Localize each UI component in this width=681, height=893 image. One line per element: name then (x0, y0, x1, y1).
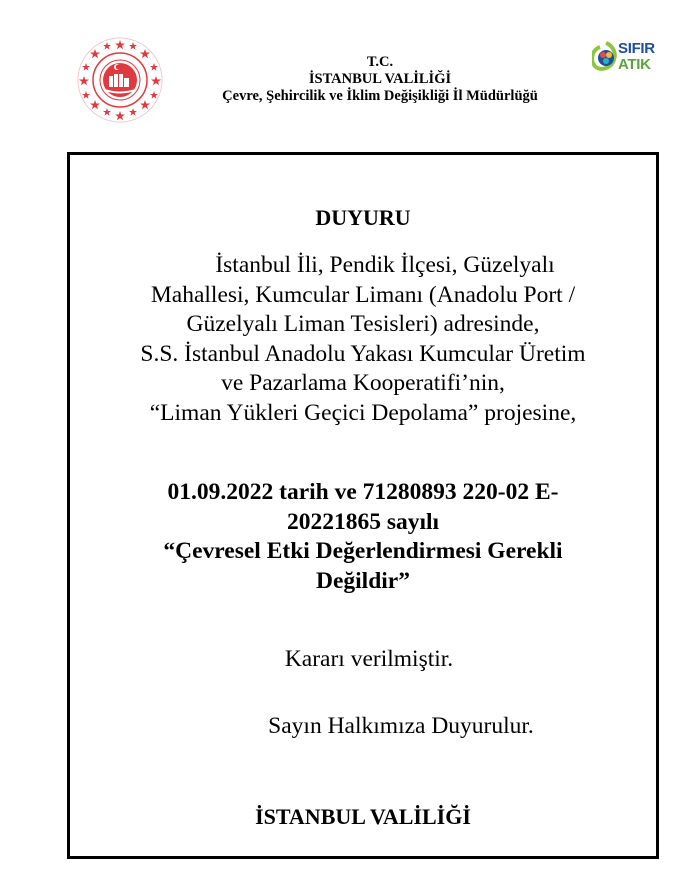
body-line: İstanbul İli, Pendik İlçesi, Güzelyalı (215, 252, 555, 278)
body-line: Mahallesi, Kumcular Limanı (Anadolu Port / (150, 281, 576, 308)
decision-line: Değildir” (316, 567, 410, 594)
decision-line: 20221865 sayılı (286, 508, 440, 535)
zero-waste-logo (592, 36, 654, 88)
body-line: Güzelyalı Liman Tesisleri) adresinde, (186, 311, 540, 337)
zero-waste-icon (592, 40, 620, 80)
document-header (0, 0, 681, 140)
decision-block (70, 478, 656, 596)
decision-line: 01.09.2022 tarih ve 71280893 220-02 E- (167, 479, 559, 505)
decision-result: Kararı verilmiştir. (284, 646, 454, 672)
header-line-directorate: Çevre, Şehircilik ve İklim Değişikliği İl Müdürlüğü (222, 88, 538, 104)
signature: İSTANBUL VALİLİĞİ (255, 804, 471, 829)
header-title-block (180, 54, 580, 105)
header-line-governorship: İSTANBUL VALİLİĞİ (308, 71, 452, 87)
sifir-word: SIFIR (618, 40, 655, 57)
announcement-box (67, 152, 659, 859)
announcement-content (70, 155, 656, 856)
body-line: S.S. İstanbul Anadolu Yakası Kumcular Üretim (140, 340, 586, 367)
atik-word: ATIK (618, 56, 651, 73)
ministry-emblem-icon (76, 36, 164, 124)
header-line-tc: T.C. (366, 54, 394, 70)
public-announcement: Sayın Halkımıza Duyurulur. (268, 713, 534, 739)
announcement-body (70, 251, 656, 428)
decision-line: “Çevresel Etki Değerlendirmesi Gerekli (163, 538, 563, 564)
announcement-title: DUYURU (315, 205, 411, 230)
body-line: ve Pazarlama Kooperatifi’nin, (221, 370, 505, 396)
body-line: “Liman Yükleri Geçici Depolama” projesine, (149, 399, 577, 426)
